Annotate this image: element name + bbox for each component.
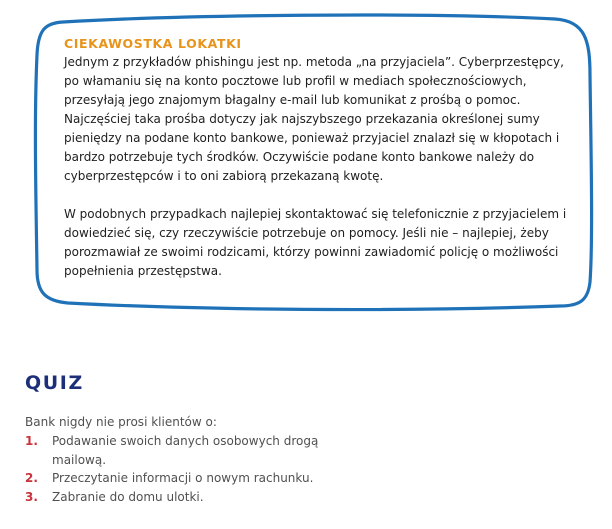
quiz-options [25,432,325,506]
quiz-question: Bank nigdy nie prosi klientów o: [25,415,217,429]
tip-box [58,36,578,281]
option-number: 3. [25,489,38,504]
option-text: Przeczytanie informacji o nowym rachunku. [52,471,314,485]
tip-heading: CIEKAWOSTKA LOKATKI [64,36,242,51]
option-number: 1. [25,434,38,448]
option-number: 2. [25,471,38,485]
tip-paragraph: Jednym z przykładów phishingu jest np. metoda „na przyjaciela”. Cyberprzestępcy, po włamaniu się na konto pocztowe lub profil w mediach społecznościowych, przesyłają jego znajomym błagalny e-mail lub komunikat z prośbą o pomoc. Najczęściej taka prośba dotyczy jak najszybszego przekazania określonej sumy pieniędzy na podane konto bankowe, ponieważ przyjaciel znalazł się w kłopotach i bardzo potrzebuje tych środków. Oczywiście podane konto bankowe należy do cyberprzestępców i to oni zabiorą przekazaną kwotę. [64,55,564,183]
quiz-option [25,488,325,507]
quiz-option [25,469,325,488]
quiz-title: QUIZ [25,372,84,394]
option-text: Podawanie swoich danych osobowych drogą mailową. [52,434,319,467]
quiz-option [25,432,325,469]
tip-paragraph: W podobnych przypadkach najlepiej skontaktować się telefonicznie z przyjacielem i dowiedzieć się, czy rzeczywiście potrzebuje on pomocy. Jeśli nie – najlepiej, żeby porozmawiał ze swoimi rodzicami, którzy powinni zawiadomić policję o możliwości popełnienia przestępstwa. [64,207,567,278]
option-text: Zabranie do domu ulotki. [52,489,204,504]
